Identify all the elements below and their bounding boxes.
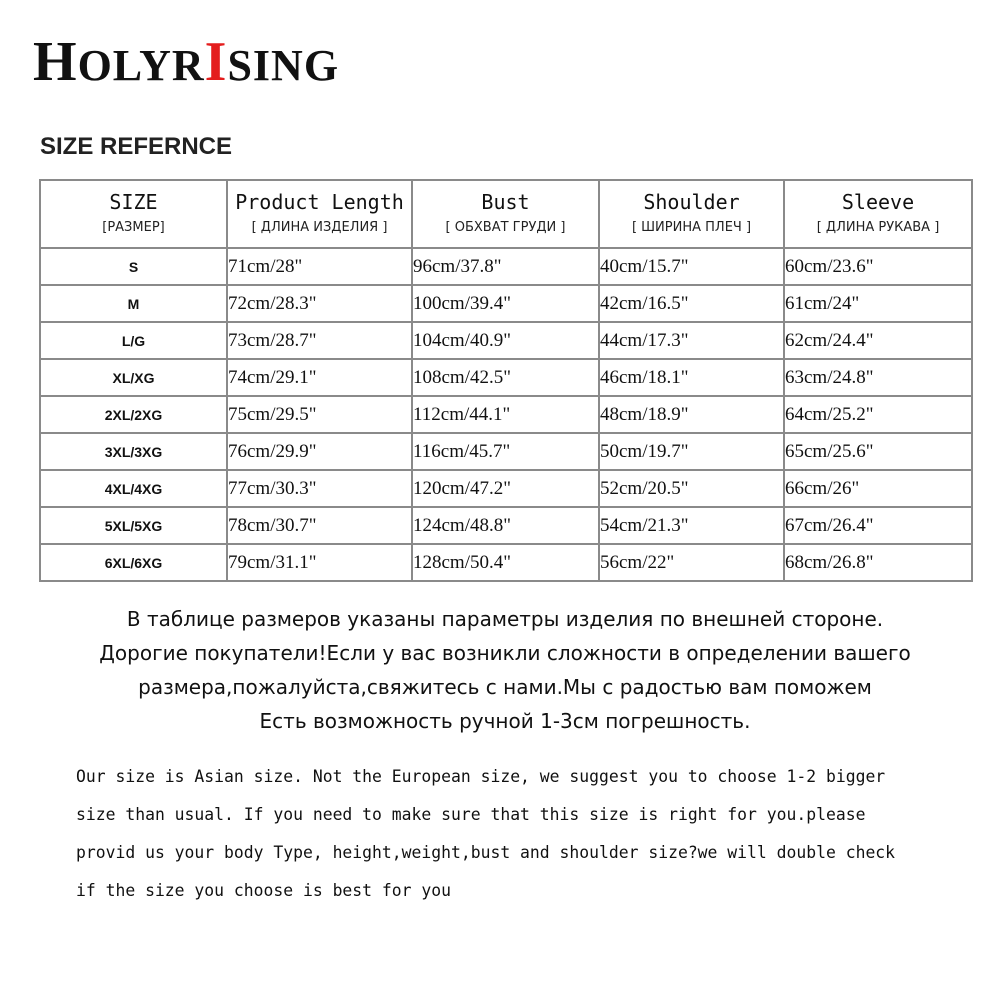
column-header-sublabel: [РАЗМЕР] (102, 220, 165, 235)
sleeve-cell: 68cm/26.8" (784, 544, 972, 581)
column-header-shoulder (599, 180, 784, 248)
logo-accent-letter: I (204, 31, 228, 93)
table-row (40, 544, 972, 581)
column-header-label: SIZE (109, 190, 158, 214)
size-cell: 5XL/5XG (40, 507, 227, 544)
shoulder-cell: 46cm/18.1" (599, 359, 784, 396)
size-cell: M (40, 285, 227, 322)
table-row (40, 507, 972, 544)
logo-letter: H (33, 31, 78, 93)
column-header-size (40, 180, 227, 248)
sleeve-cell: 61cm/24" (784, 285, 972, 322)
shoulder-cell: 52cm/20.5" (599, 470, 784, 507)
bust-cell: 96cm/37.8" (412, 248, 599, 285)
size-cell: 6XL/6XG (40, 544, 227, 581)
table-row (40, 359, 972, 396)
english-note-line: size than usual. If you need to make sure that this size is right for you.please (76, 805, 866, 824)
size-cell: 4XL/4XG (40, 470, 227, 507)
column-header-label: Bust (481, 190, 530, 214)
size-cell: 3XL/3XG (40, 433, 227, 470)
sleeve-cell: 66cm/26" (784, 470, 972, 507)
column-header-bust (412, 180, 599, 248)
column-header-sublabel: [ ШИРИНА ПЛЕЧ ] (631, 220, 752, 235)
bust-cell: 104cm/40.9" (412, 322, 599, 359)
brand-logo (33, 31, 340, 93)
shoulder-cell: 40cm/15.7" (599, 248, 784, 285)
english-size-note (76, 758, 986, 910)
russian-note-line: В таблице размеров указаны параметры изделия по внешней стороне. (126, 607, 884, 631)
table-row (40, 248, 972, 285)
bust-cell: 100cm/39.4" (412, 285, 599, 322)
size-table (39, 179, 973, 582)
shoulder-cell: 50cm/19.7" (599, 433, 784, 470)
column-header-sublabel: [ ДЛИНА ИЗДЕЛИЯ ] (251, 220, 388, 235)
column-header-label: Product Length (235, 190, 404, 214)
size-reference-heading: SIZE REFERNCE (40, 133, 233, 160)
russian-note-line: Дорогие покупатели!Если у вас возникли сложности в определении вашего (99, 641, 911, 665)
table-row (40, 433, 972, 470)
column-header-sublabel: [ ОБХВАТ ГРУДИ ] (445, 220, 566, 235)
english-note-line: provid us your body Type, height,weight,bust and shoulder size?we will double check (76, 843, 896, 862)
column-header-product-length (227, 180, 412, 248)
shoulder-cell: 44cm/17.3" (599, 322, 784, 359)
size-cell: 2XL/2XG (40, 396, 227, 433)
product-length-cell: 73cm/28.7" (227, 322, 412, 359)
product-length-cell: 77cm/30.3" (227, 470, 412, 507)
sleeve-cell: 65cm/25.6" (784, 433, 972, 470)
shoulder-cell: 56cm/22" (599, 544, 784, 581)
size-cell: L/G (40, 322, 227, 359)
size-cell: S (40, 248, 227, 285)
product-length-cell: 74cm/29.1" (227, 359, 412, 396)
column-header-label: Sleeve (841, 190, 915, 214)
table-header-row (40, 180, 972, 248)
product-length-cell: 76cm/29.9" (227, 433, 412, 470)
table-row (40, 285, 972, 322)
table-row (40, 322, 972, 359)
column-header-label: Shoulder (643, 190, 740, 214)
bust-cell: 124cm/48.8" (412, 507, 599, 544)
column-header-sleeve (784, 180, 972, 248)
shoulder-cell: 48cm/18.9" (599, 396, 784, 433)
bust-cell: 120cm/47.2" (412, 470, 599, 507)
product-length-cell: 71cm/28" (227, 248, 412, 285)
english-note-line: Our size is Asian size. Not the European size, we suggest you to choose 1-2 bigger (76, 767, 886, 786)
product-length-cell: 75cm/29.5" (227, 396, 412, 433)
product-length-cell: 79cm/31.1" (227, 544, 412, 581)
russian-note-line: размера,пожалуйста,свяжитесь с нами.Мы с радостью вам поможем (138, 675, 872, 699)
shoulder-cell: 54cm/21.3" (599, 507, 784, 544)
russian-note-line: Есть возможность ручной 1-3см погрешность. (259, 709, 751, 733)
sleeve-cell: 63cm/24.8" (784, 359, 972, 396)
sleeve-cell: 60cm/23.6" (784, 248, 972, 285)
english-note-line: if the size you choose is best for you (76, 881, 451, 900)
sleeve-cell: 67cm/26.4" (784, 507, 972, 544)
table-row (40, 396, 972, 433)
sleeve-cell: 62cm/24.4" (784, 322, 972, 359)
russian-size-note (30, 602, 980, 738)
shoulder-cell: 42cm/16.5" (599, 285, 784, 322)
sleeve-cell: 64cm/25.2" (784, 396, 972, 433)
bust-cell: 128cm/50.4" (412, 544, 599, 581)
bust-cell: 112cm/44.1" (412, 396, 599, 433)
table-row (40, 470, 972, 507)
product-length-cell: 78cm/30.7" (227, 507, 412, 544)
column-header-sublabel: [ ДЛИНА РУКАВА ] (816, 220, 940, 235)
bust-cell: 116cm/45.7" (412, 433, 599, 470)
logo-letters: SING (227, 41, 340, 90)
bust-cell: 108cm/42.5" (412, 359, 599, 396)
size-cell: XL/XG (40, 359, 227, 396)
product-length-cell: 72cm/28.3" (227, 285, 412, 322)
logo-letters: OLYR (77, 41, 205, 90)
